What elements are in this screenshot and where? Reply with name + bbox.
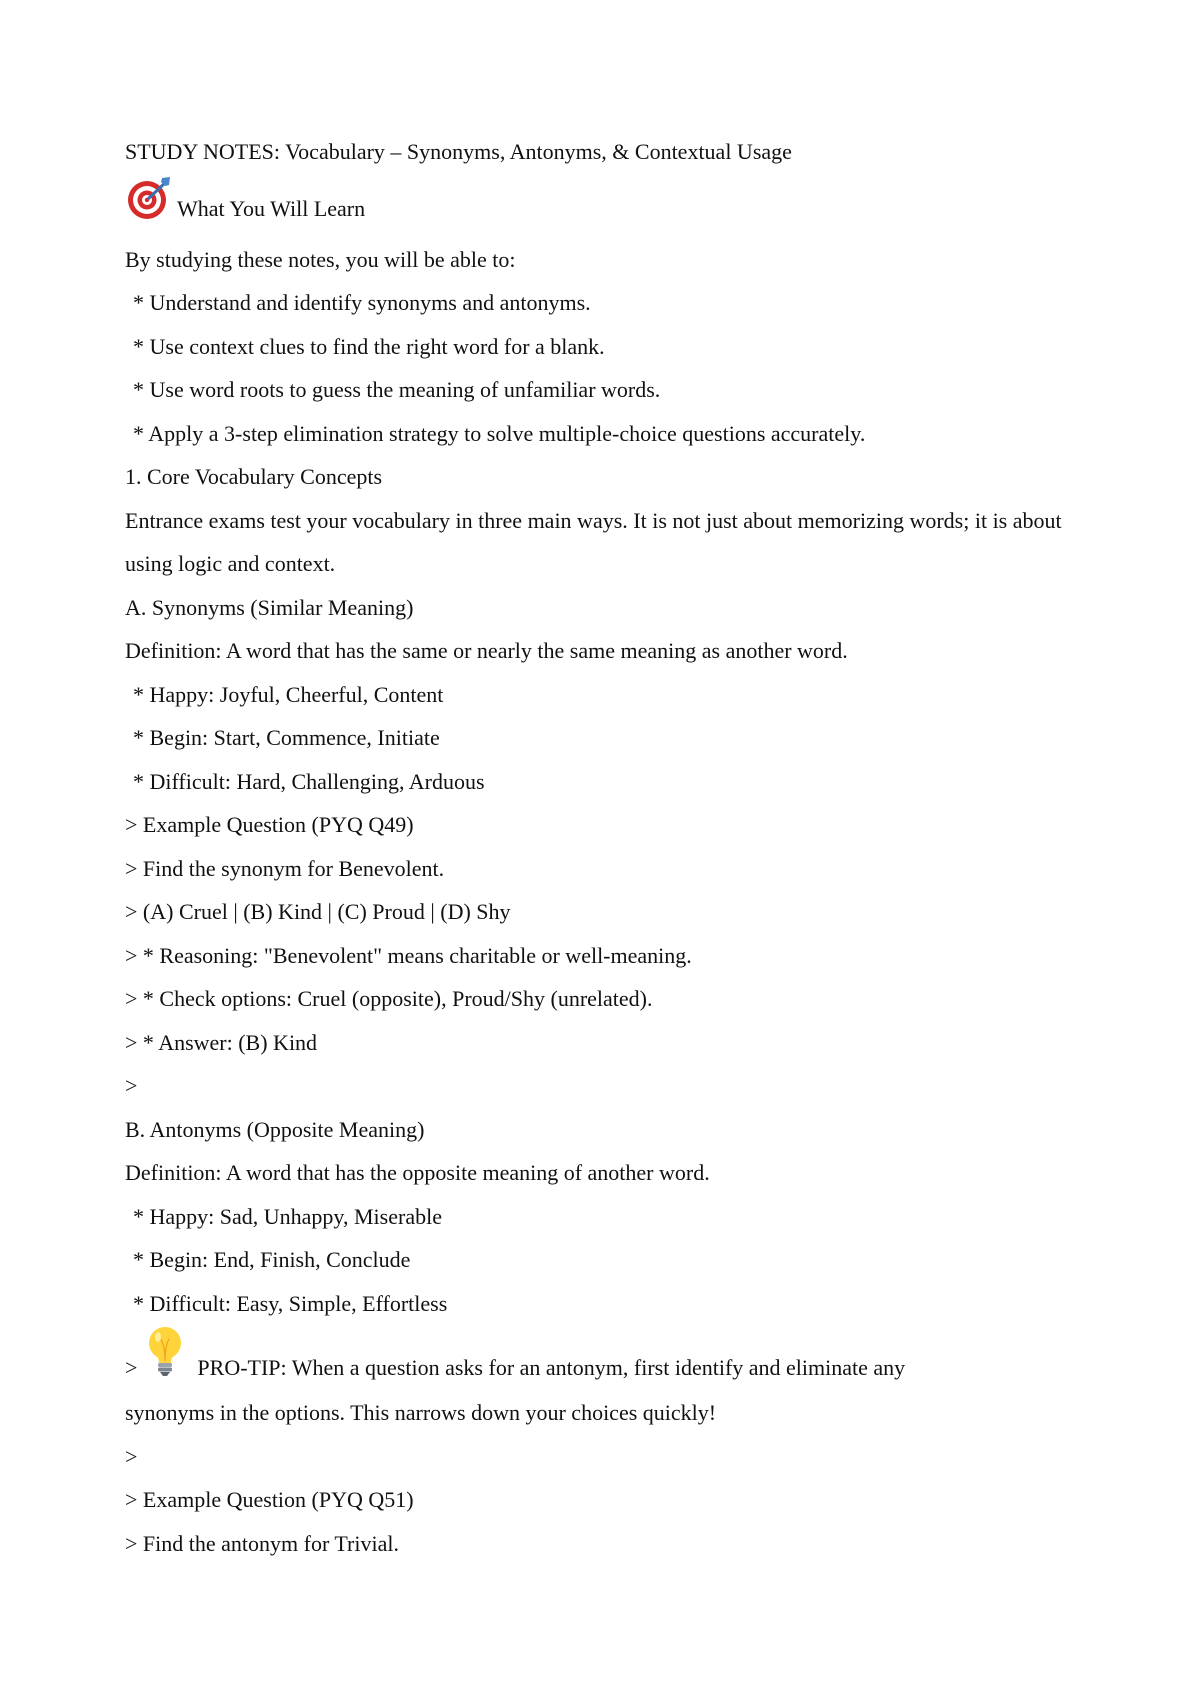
protip-row	[125, 1325, 1085, 1391]
synonym-item: * Difficult: Hard, Challenging, Arduous	[133, 768, 485, 794]
antonym-example-line: > Find the antonym for Trivial.	[125, 1530, 399, 1556]
protip-prefix: >	[125, 1355, 138, 1380]
synonym-example-line: > * Reasoning: "Benevolent" means charitable or well-meaning.	[125, 942, 692, 968]
learn-item: * Use word roots to guess the meaning of unfamiliar words.	[133, 377, 661, 402]
antonym-item: * Happy: Sad, Unhappy, Miserable	[133, 1203, 442, 1229]
antonym-item: * Difficult: Easy, Simple, Effortless	[133, 1290, 448, 1316]
antonym-item: * Begin: End, Finish, Conclude	[133, 1247, 411, 1272]
synonym-example-line: > (A) Cruel | (B) Kind | (C) Proud | (D) Shy	[125, 899, 511, 924]
learn-item: * Understand and identify synonyms and antonyms.	[133, 290, 591, 315]
learn-item: * Apply a 3-step elimination strategy to solve multiple-choice questions accurately.	[133, 420, 866, 446]
section1-heading: 1. Core Vocabulary Concepts	[125, 464, 383, 489]
learn-item: * Use context clues to find the right word for a blank.	[133, 333, 605, 359]
learn-heading: What You Will Learn	[177, 195, 366, 221]
lightbulb-icon	[145, 1325, 185, 1377]
antonym-example-line: > Example Question (PYQ Q51)	[125, 1487, 414, 1512]
antonyms-heading: B. Antonyms (Opposite Meaning)	[125, 1116, 425, 1142]
protip-text: PRO-TIP: When a question asks for an antonym, first identify and eliminate any	[197, 1355, 906, 1380]
synonym-item: * Begin: Start, Commence, Initiate	[133, 725, 440, 750]
target-icon	[125, 174, 173, 222]
document-page	[125, 130, 1085, 1565]
synonym-example-line: > * Answer: (B) Kind	[125, 1029, 318, 1055]
synonym-example-line: >	[125, 1073, 138, 1098]
section1-intro: Entrance exams test your vocabulary in three main ways. It is not just about memorizing words; it is about using logic and context.	[125, 507, 1062, 576]
synonym-example-line: > Find the synonym for Benevolent.	[125, 855, 445, 881]
antonyms-definition: Definition: A word that has the opposite meaning of another word.	[125, 1160, 710, 1185]
learn-intro: By studying these notes, you will be able to:	[125, 246, 516, 272]
synonyms-definition: Definition: A word that has the same or nearly the same meaning as another word.	[125, 638, 848, 663]
synonym-example-line: > * Check options: Cruel (opposite), Proud/Shy (unrelated).	[125, 986, 653, 1011]
synonyms-heading: A. Synonyms (Similar Meaning)	[125, 594, 414, 620]
synonym-example-line: > Example Question (PYQ Q49)	[125, 812, 414, 837]
antonym-example-line: >	[125, 1443, 138, 1469]
protip-continuation: synonyms in the options. This narrows down your choices quickly!	[125, 1400, 717, 1425]
document-title: STUDY NOTES: Vocabulary – Synonyms, Antonyms, & Contextual Usage	[125, 139, 792, 164]
synonym-item: * Happy: Joyful, Cheerful, Content	[133, 681, 444, 707]
learn-heading-row	[125, 174, 1085, 238]
